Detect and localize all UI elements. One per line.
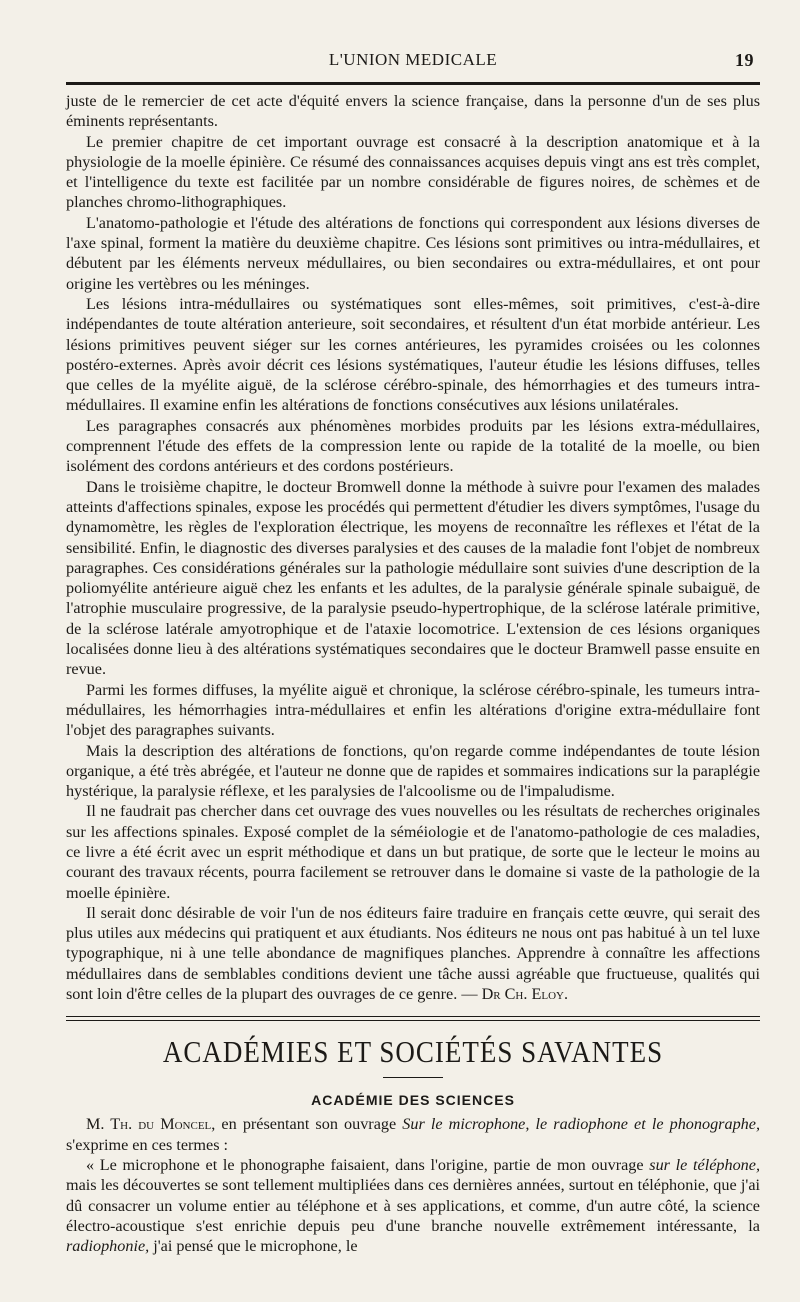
quote-end: j'ai pensé que le microphone, le [149, 1237, 358, 1256]
quote-start: « Le microphone et le phonographe faisaient, dans l'origine, partie de mon ouvrage [86, 1155, 650, 1174]
section-divider [66, 1016, 760, 1021]
intro-text: en présentant son ouvrage [215, 1115, 403, 1134]
page [66, 48, 760, 1256]
header-rule [66, 82, 760, 85]
work-title: Sur le microphone, le radiophone et le phonographe, [402, 1115, 760, 1134]
intro-end: s'exprime en ces termes : [66, 1135, 229, 1154]
section-heading: ACADÉMIES ET SOCIÉTÉS SAVANTES [162, 1035, 664, 1070]
subsection-heading: ACADÉMIE DES SCIENCES [311, 1092, 515, 1109]
paragraph: Parmi les formes diffuses, la myélite aiguë et chronique, la sclérose cérébro-spinale, les tumeurs intra-médullaires, les hémorrhagies intra-médullaires et enfin les altérations d'origine extra-médullaire font l'objet des paragraphes suivants. [66, 680, 760, 740]
academy-quote [66, 1155, 760, 1256]
paragraph: Le premier chapitre de cet important ouvrage est consacré à la description anatomique et à la physiologie de la moelle épinière. Ce résumé des connaissances acquises depuis vingt ans est très complet, et l'intelligence du texte est facilitée par un nombre considérable de figures noires, de schèmes et de planches chromo-lithographiques. [66, 132, 760, 212]
running-head [66, 48, 760, 76]
paragraph: juste de le remercier de cet acte d'équité envers la science française, dans la personne d'un de ses plus éminents représentants. [66, 92, 760, 131]
paragraph: Mais la description des altérations de fonctions, qu'on regarde comme indépendantes de toute lésion organique, a été très abrégée, et l'auteur ne donne que de rapides et sommaires indications sur la paraplégie hystérique, la paralysie réflexe, et les paralysies de l'alcoolisme ou de l'impaludisme. [66, 741, 760, 801]
quote-work-title: sur le téléphone, [649, 1155, 760, 1174]
closing-text: Il serait donc désirable de voir l'un de nos éditeurs faire traduire en français cette œuvre, qui serait des plus utiles aux médecins qui pratiquent et aux étudiants. Nos éditeurs ne nous ont pas habitué à un tel luxe typographique, ni à une telle abondance de magnifiques planches. Apprendre à connaître les affections médullaires dans de semblables conditions devient une tâche aussi agréable que fructueuse, qualités qui sont loin d'être celles de la plupart des ouvrages de ce genre. — [66, 903, 760, 1004]
quote-middle: mais les découvertes se sont tellement multipliées dans ces dernières années, surtout en téléphonie, que j'ai dû consacrer un volume entier au téléphone et à ses applications, et comme, d'un autre côté, la science électro-acoustique s'est enrichie depuis peu d'une branche nouvelle extrêmement intéressante, la [66, 1176, 760, 1235]
academy-intro [66, 1114, 760, 1155]
author-signature: Dr Ch. Eloy. [481, 985, 569, 1004]
review-body [66, 91, 760, 1004]
page-number: 19 [735, 50, 754, 70]
paragraph: L'anatomo-pathologie et l'étude des altérations de fonctions qui correspondent aux lésions diverses de l'axe spinal, forment la matière du deuxième chapitre. Ces lésions sont primitives ou intra-médullaires, et débutent par les éléments nerveux médullaires, ou bien secondaires ou extra-médullaires, et ont pour origine les vertèbres ou les méninges. [66, 213, 760, 293]
short-divider [383, 1077, 443, 1078]
paragraph: Les lésions intra-médullaires ou systématiques sont elles-mêmes, soit primitives, c'est-à-dire indépendantes de toute altération anterieure, soit secondaires, et résultent d'un état morbide antérieur. Les lésions primitives peuvent siéger sur les cornes antérieures, les pyramides croisées ou les colonnes postéro-externes. Après avoir décrit ces lésions systématiques, l'auteur étudie les lésions diffuses, telles que celles de la myélite aiguë, de la sclérose cérébro-spinale, des hémorrhagies et des tumeurs intra-médullaires. Il examine enfin les altérations de fonctions consécutives aux lésions unilatérales. [66, 294, 760, 415]
paragraph: Il ne faudrait pas chercher dans cet ouvrage des vues nouvelles ou les résultats de recherches originales sur les affections spinales. Exposé complet de la séméiologie et de l'anatomo-pathologie de ces maladies, ce livre a été écrit avec un esprit méthodique et dans un but pratique, de sorte que le lecteur le moins au courant des travaux récents, pourra facilement se retrouver dans le domaine si vaste de la pathologie de la moelle épinière. [66, 802, 760, 902]
quote-term: radiophonie, [66, 1237, 150, 1256]
paragraph: Dans le troisième chapitre, le docteur Bromwell donne la méthode à suivre pour l'examen des malades atteints d'affections spinales, expose les procédés qui permettent d'étudier les divers symptômes, l'usage du dynamomètre, les règles de l'exploration électrique, les moyens de reconnaître les réflexes et l'état de la sensibilité. Enfin, le diagnostic des diverses paralysies et des causes de la maladie font l'objet de nombreux paragraphes. Ces considérations générales sur la pathologie médullaire sont suivies d'une description de la poliomyélite antérieure aiguë chez les enfants et les adultes, de la paralysie générale spinale subaiguë, de l'atrophie musculaire progressive, de la paralysie pseudo-hypertrophique, de la sclérose latérale primitive, de la sclérose latérale amyotrophique et de l'ataxie locomotrice. L'extension de ces lésions organiques localisées donne lieu à des altérations systématiques secondaires que le docteur Bramwell passe ensuite en revue. [66, 477, 760, 679]
running-title: L'UNION MEDICALE [328, 50, 498, 69]
closing-paragraph [66, 903, 760, 1004]
paragraph: Les paragraphes consacrés aux phénomènes morbides produits par les lésions extra-médullaires, comprennent l'étude des effets de la compression lente ou rapide de la totalité de la moelle, ou bien isolément des cordons antérieurs et des cordons postérieurs. [66, 416, 760, 476]
speaker-name: M. Th. du Moncel, [86, 1115, 216, 1134]
